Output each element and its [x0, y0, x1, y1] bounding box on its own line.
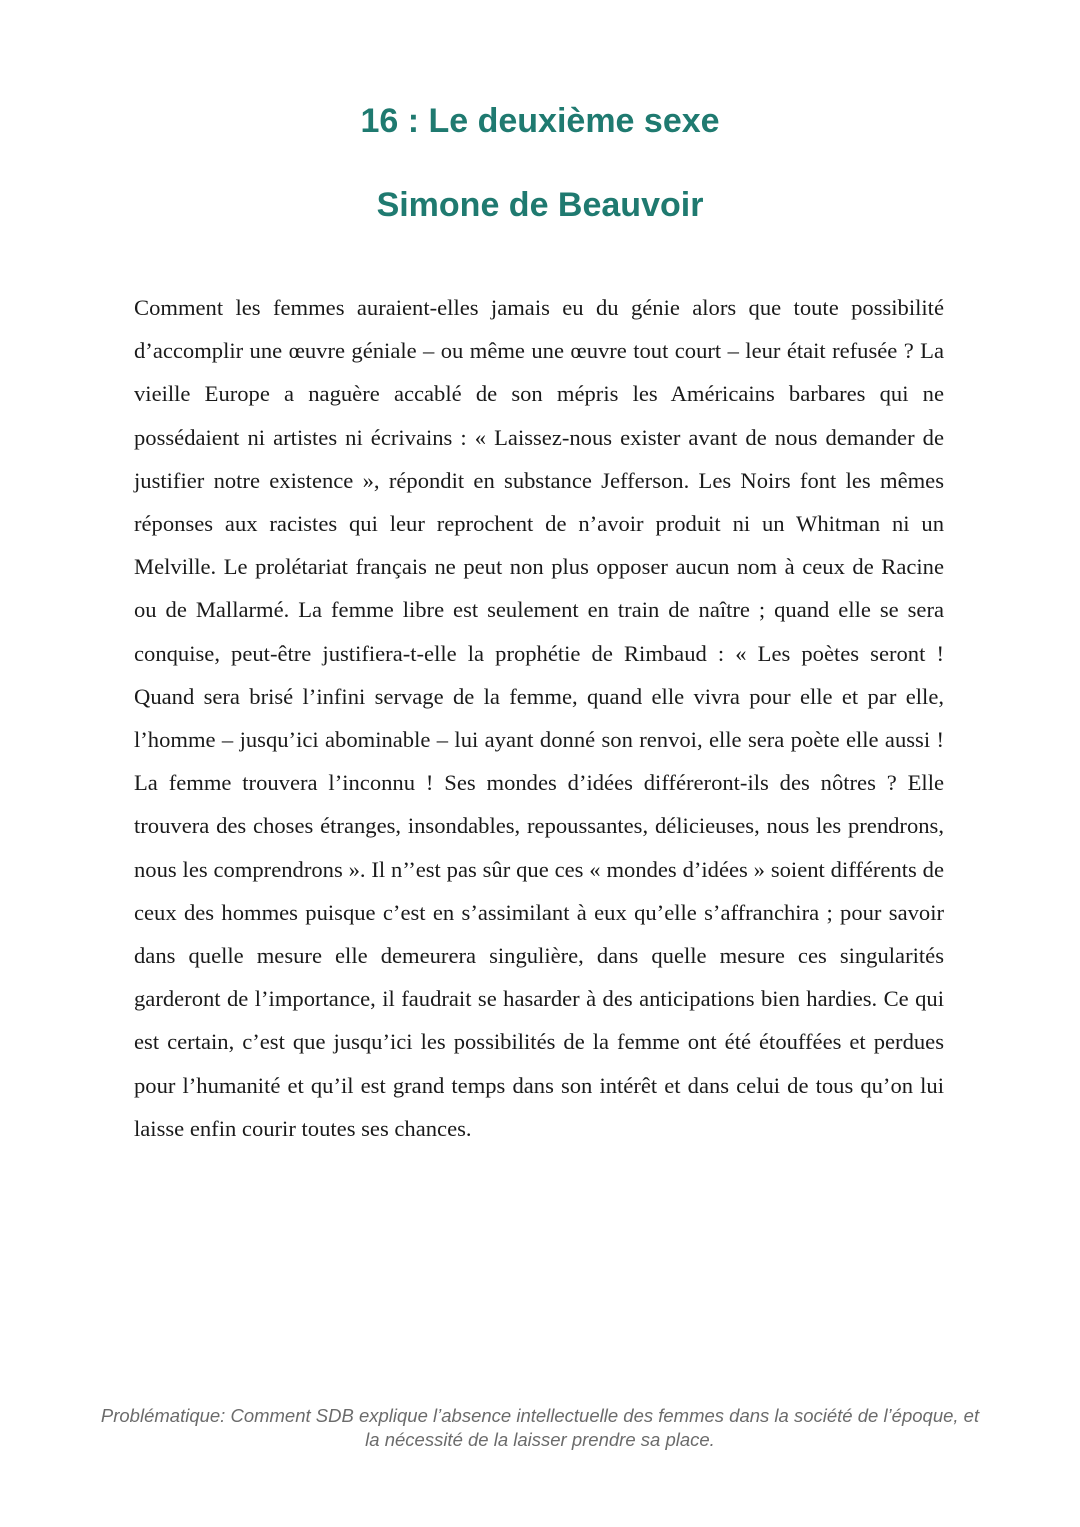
- problematique-note: Problématique: Comment SDB explique l’absence intellectuelle des femmes dans la société de l’époque, et la nécessité de la laisser prendre sa place.: [100, 1405, 980, 1450]
- chapter-title: 16 : Le deuxième sexe: [360, 102, 720, 140]
- passage-text: Comment les femmes auraient-elles jamais eu du génie alors que toute possibilité d’accomplir une œuvre géniale – ou même une œuvre tout court – leur était refusée ? La vieille Europe a naguère accablé de son mépris les Américains barbares qui ne possédaient ni artistes ni écrivains : « Laissez-nous exister avant de nous demander de justifier notre existence », répondit en substance Jefferson. Les Noirs font les mêmes réponses aux racistes qui leur reprochent de n’avoir produit ni un Whitman ni un Melville. Le prolétariat français ne peut non plus opposer aucun nom à ceux de Racine ou de Mallarmé. La femme libre est seulement en train de naître ; quand elle se sera conquise, peut-être justifiera-t-elle la prophétie de Rimbaud : « Les poètes seront ! Quand sera brisé l’infini servage de la femme, quand elle vivra pour elle et par elle, l’homme – jusqu’ici abominable – lui ayant donné son renvoi, elle sera poète elle aussi ! La femme trouvera l’inconnu ! Ses mondes d’idées différeront-ils des nôtres ? Elle trouvera des choses étranges, insondables, repoussantes, délicieuses, nous les prendrons, nous les comprendrons ». Il n’’est pas sûr que ces « mondes d’idées » soient différents de ceux des hommes puisque c’est en s’assimilant à eux qu’elle s’affranchira ; pour savoir dans quelle mesure elle demeurera singulière, dans quelle mesure ces singularités garderont de l’importance, il faudrait se hasarder à des anticipations bien hardies. Ce qui est certain, c’est que jusqu’ici les possibilités de la femme ont été étouffées et perdues pour l’humanité et qu’il est grand temps dans son intérêt et dans celui de tous qu’on lui laisse enfin courir toutes ses chances.: [134, 295, 944, 1141]
- author-name: Simone de Beauvoir: [376, 186, 704, 224]
